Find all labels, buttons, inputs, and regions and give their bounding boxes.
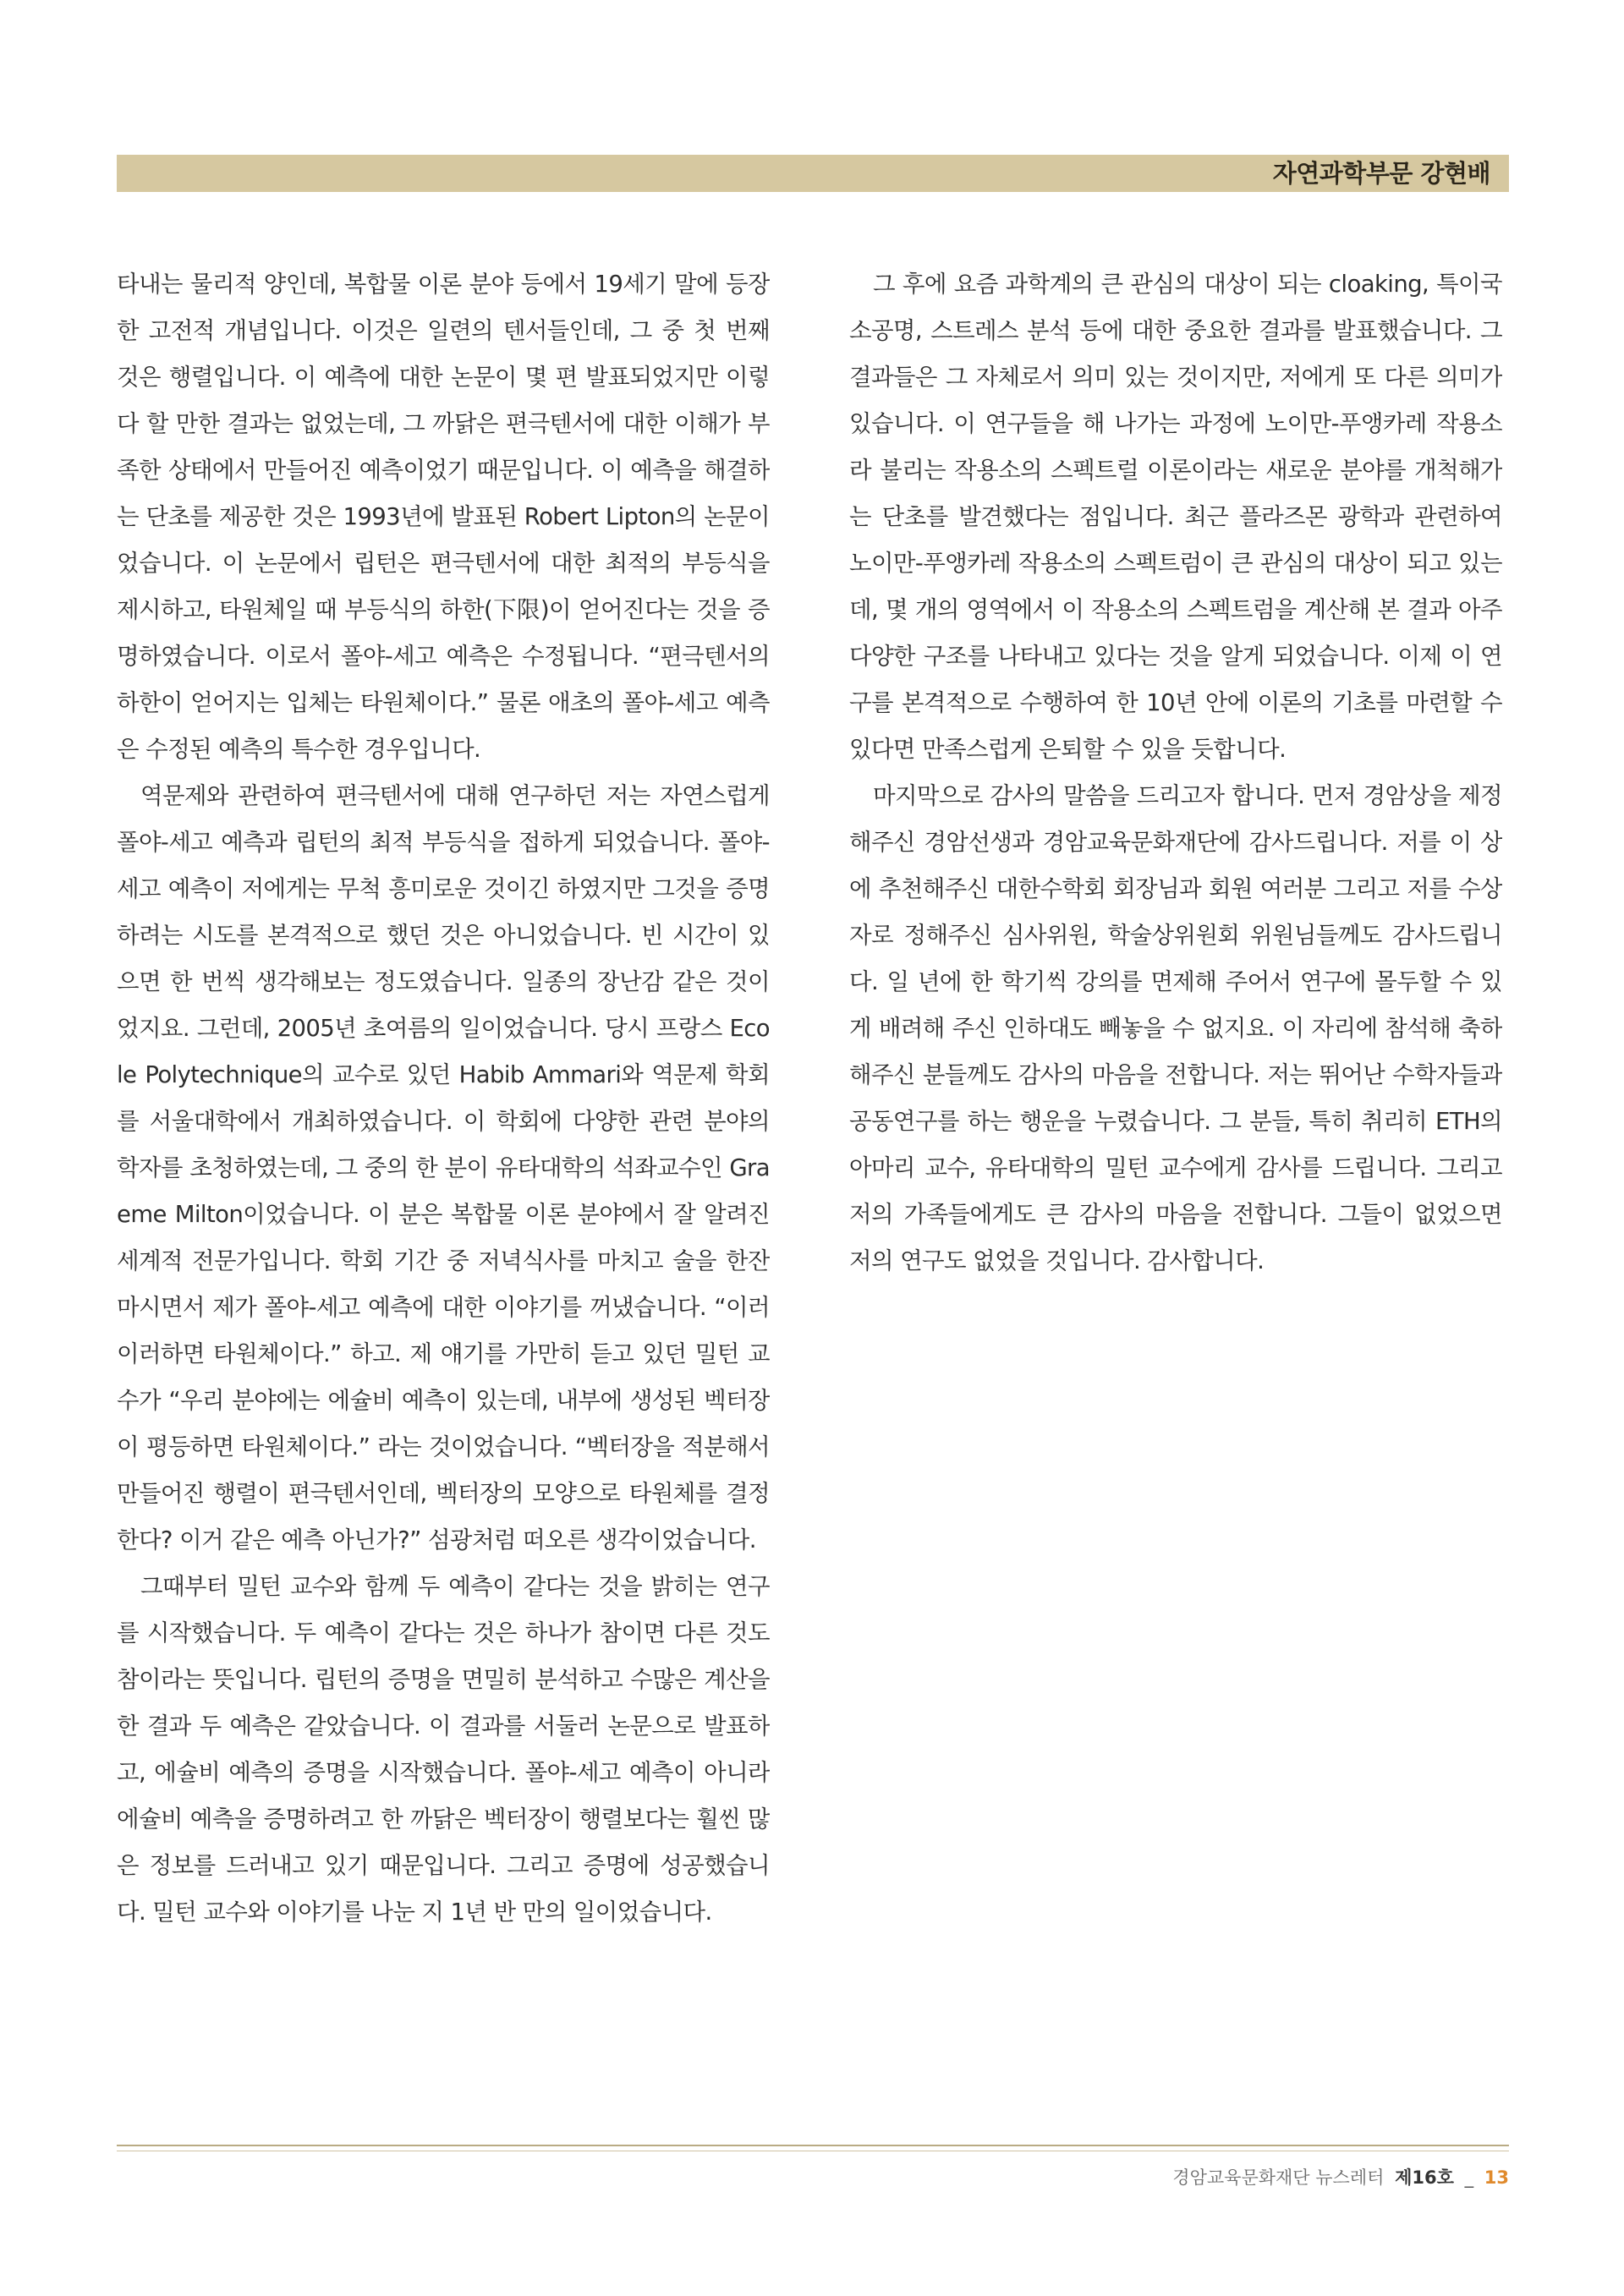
section-title: 자연과학부문 강현배 xyxy=(1272,159,1490,188)
page-number: 13 xyxy=(1484,2167,1509,2188)
paragraph: 그때부터 밀턴 교수와 함께 두 예측이 같다는 것을 밝히는 연구를 시작했습니다. 두 예측이 같다는 것은 하나가 참이면 다른 것도 참이라는 뜻입니다. 립턴의 증명을 면밀히 분석하고 수많은 계산을 한 결과 두 예측은 같았습니다. 이 결과를 서둘러 논문으로 발표하고, 에슐비 예측의 증명을 시작했습니다. 폴야-세고 예측이 아니라 에슐비 예측을 증명하려고 한 까닭은 벡터장이 행렬보다는 훨씬 많은 정보를 드러내고 있기 때문입니다. 그리고 증명에 성공했습니다. 밀턴 교수와 이야기를 나눈 지 1년 반 만의 일이었습니다. xyxy=(117,1573,770,1926)
paragraph: 마지막으로 감사의 말씀을 드리고자 합니다. 먼저 경암상을 제정해주신 경암선생과 경암교육문화재단에 감사드립니다. 저를 이 상에 추천해주신 대한수학회 회장님과 회원 여러분 그리고 저를 수상자로 정해주신 심사위원, 학술상위원회 위원님들께도 감사드립니다. 일 년에 한 학기씩 강의를 면제해 주어서 연구에 몰두할 수 있게 배려해 주신 인하대도 빼놓을 수 없지요. 이 자리에 참석해 축하해주신 분들께도 감사의 마음을 전합니다. 저는 뛰어난 수학자들과 공동연구를 하는 행운을 누렸습니다. 그 분들, 특히 취리히 ETH의 아마리 교수, 유타대학의 밀턴 교수에게 감사를 드립니다. 그리고 저의 가족들에게도 큰 감사의 마음을 전합니다. 그들이 없었으면 저의 연구도 없었을 것입니다. 감사합니다. xyxy=(849,782,1502,1274)
section-header-bar xyxy=(117,155,1509,192)
issue-number: 제16호 xyxy=(1395,2167,1454,2188)
page-footer xyxy=(1172,2161,1509,2195)
left-column xyxy=(117,261,770,2080)
paragraph: 역문제와 관련하여 편극텐서에 대해 연구하던 저는 자연스럽게 폴야-세고 예측과 립턴의 최적 부등식을 접하게 되었습니다. 폴야-세고 예측이 저에게는 무척 흥미로운 것이긴 하였지만 그것을 증명하려는 시도를 본격적으로 했던 것은 아니었습니다. 빈 시간이 있으면 한 번씩 생각해보는 정도였습니다. 일종의 장난감 같은 것이었지요. 그런데, 2005년 초여름의 일이었습니다. 당시 프랑스 Ecole Polytechnique의 교수로 있던 Habib Ammari와 역문제 학회를 서울대학에서 개최하였습니다. 이 학회에 다양한 관련 분야의 학자를 초청하였는데, 그 중의 한 분이 유타대학의 석좌교수인 Graeme Milton이었습니다. 이 분은 복합물 이론 분야에서 잘 알려진 세계적 전문가입니다. 학회 기간 중 저녁식사를 마치고 술을 한잔 마시면서 제가 폴야-세고 예측에 대한 이야기를 꺼냈습니다. “이러이러하면 타원체이다.” 하고. 제 얘기를 가만히 듣고 있던 밀턴 교수가 “우리 분야에는 에슐비 예측이 있는데, 내부에 생성된 벡터장이 평등하면 타원체이다.” 라는 것이었습니다. “벡터장을 적분해서 만들어진 행렬이 편극텐서인데, 벡터장의 모양으로 타원체를 결정한다? 이거 같은 예측 아닌가?” 섬광처럼 떠오른 생각이었습니다. xyxy=(117,782,770,1553)
paragraph: 그 후에 요즘 과학계의 큰 관심의 대상이 되는 cloaking, 특이국소공명, 스트레스 분석 등에 대한 중요한 결과를 발표했습니다. 그 결과들은 그 자체로서 의미 있는 것이지만, 저에게 또 다른 의미가 있습니다. 이 연구들을 해 나가는 과정에 노이만-푸앵카레 작용소라 불리는 작용소의 스펙트럴 이론이라는 새로운 분야를 개척해가는 단초를 발견했다는 점입니다. 최근 플라즈몬 광학과 관련하여 노이만-푸앵카레 작용소의 스펙트럼이 큰 관심의 대상이 되고 있는데, 몇 개의 영역에서 이 작용소의 스펙트럼을 계산해 본 결과 아주 다양한 구조를 나타내고 있다는 것을 알게 되었습니다. 이제 이 연구를 본격적으로 수행하여 한 10년 안에 이론의 기초를 마련할 수 있다면 만족스럽게 은퇴할 수 있을 듯합니다. xyxy=(849,271,1502,763)
footer-separator: _ xyxy=(1464,2167,1474,2188)
paragraph: 타내는 물리적 양인데, 복합물 이론 분야 등에서 19세기 말에 등장한 고전적 개념입니다. 이것은 일련의 텐서들인데, 그 중 첫 번째 것은 행렬입니다. 이 예측에 대한 논문이 몇 편 발표되었지만 이렇다 할 만한 결과는 없었는데, 그 까닭은 편극텐서에 대한 이해가 부족한 상태에서 만들어진 예측이었기 때문입니다. 이 예측을 해결하는 단초를 제공한 것은 1993년에 발표된 Robert Lipton의 논문이었습니다. 이 논문에서 립턴은 편극텐서에 대한 최적의 부등식을 제시하고, 타원체일 때 부등식의 하한(下限)이 얻어진다는 것을 증명하였습니다. 이로서 폴야-세고 예측은 수정됩니다. “편극텐서의 하한이 얻어지는 입체는 타원체이다.” 물론 애초의 폴야-세고 예측은 수정된 예측의 특수한 경우입니다. xyxy=(117,271,770,763)
right-column xyxy=(849,261,1502,2080)
publication-name: 경암교육문화재단 뉴스레터 xyxy=(1172,2167,1385,2188)
footer-divider xyxy=(117,2145,1509,2146)
